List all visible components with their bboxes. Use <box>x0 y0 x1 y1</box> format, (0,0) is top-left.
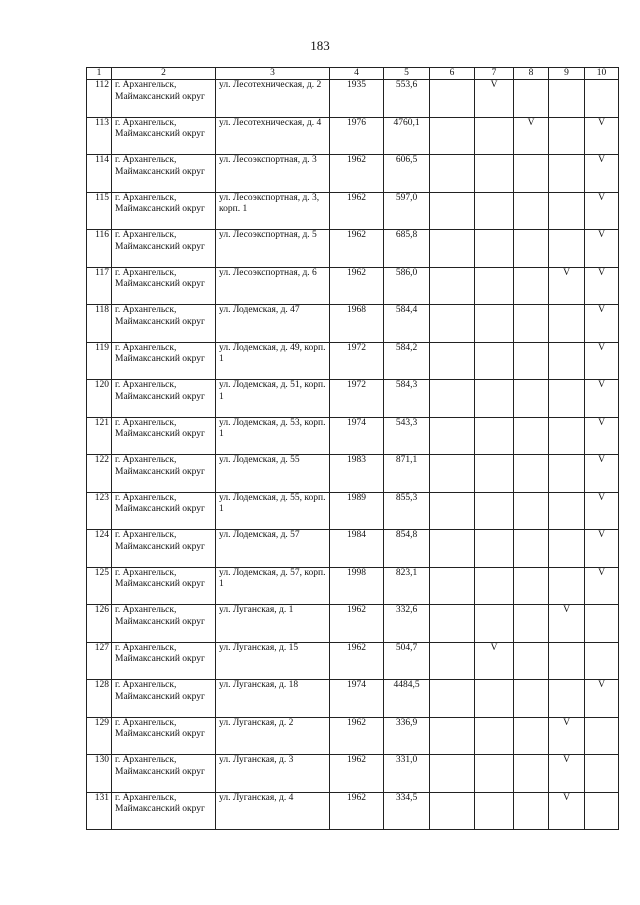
row-number-cell: 130 <box>87 755 112 793</box>
column-7-mark <box>475 605 514 643</box>
row-number-cell: 113 <box>87 117 112 155</box>
address-cell: ул. Лодемская, д. 57, корп. 1 <box>216 567 330 605</box>
year-cell: 1962 <box>330 755 384 793</box>
address-cell: ул. Лесоэкспортная, д. 5 <box>216 230 330 268</box>
year-cell: 1972 <box>330 380 384 418</box>
area-cell: 854,8 <box>384 530 430 568</box>
table-row <box>87 305 619 343</box>
area-cell: 332,6 <box>384 605 430 643</box>
column-9-mark <box>549 455 585 493</box>
year-cell: 1974 <box>330 417 384 455</box>
row-number-cell: 131 <box>87 792 112 830</box>
row-number-cell: 118 <box>87 305 112 343</box>
year-cell: 1935 <box>330 80 384 118</box>
column-7-mark <box>475 192 514 230</box>
column-10-mark <box>585 605 619 643</box>
address-cell: ул. Луганская, д. 2 <box>216 717 330 755</box>
column-6-mark <box>430 380 475 418</box>
year-cell: 1983 <box>330 455 384 493</box>
settlement-cell: г. Архангельск, Маймаксанский округ <box>112 192 216 230</box>
column-8-mark <box>514 642 549 680</box>
column-10-mark: V <box>585 305 619 343</box>
row-number-cell: 121 <box>87 417 112 455</box>
column-10-mark: V <box>585 567 619 605</box>
column-9-mark <box>549 80 585 118</box>
row-number-cell: 129 <box>87 717 112 755</box>
area-cell: 4484,5 <box>384 680 430 718</box>
column-8-mark <box>514 792 549 830</box>
address-cell: ул. Лодемская, д. 55, корп. 1 <box>216 492 330 530</box>
address-cell: ул. Лодемская, д. 53, корп. 1 <box>216 417 330 455</box>
settlement-cell: г. Архангельск, Маймаксанский округ <box>112 305 216 343</box>
column-header: 5 <box>384 68 430 80</box>
area-cell: 586,0 <box>384 267 430 305</box>
column-9-mark <box>549 680 585 718</box>
address-cell: ул. Лодемская, д. 57 <box>216 530 330 568</box>
area-cell: 331,0 <box>384 755 430 793</box>
row-number-cell: 112 <box>87 80 112 118</box>
column-8-mark <box>514 267 549 305</box>
table-row <box>87 230 619 268</box>
address-cell: ул. Луганская, д. 18 <box>216 680 330 718</box>
area-cell: 504,7 <box>384 642 430 680</box>
column-7-mark <box>475 117 514 155</box>
column-8-mark <box>514 192 549 230</box>
year-cell: 1984 <box>330 530 384 568</box>
year-cell: 1962 <box>330 155 384 193</box>
column-header: 8 <box>514 68 549 80</box>
row-number-cell: 116 <box>87 230 112 268</box>
column-7-mark <box>475 680 514 718</box>
year-cell: 1968 <box>330 305 384 343</box>
column-header: 7 <box>475 68 514 80</box>
table-row <box>87 530 619 568</box>
table-row <box>87 605 619 643</box>
address-cell: ул. Луганская, д. 1 <box>216 605 330 643</box>
year-cell: 1974 <box>330 680 384 718</box>
row-number-cell: 124 <box>87 530 112 568</box>
area-cell: 543,3 <box>384 417 430 455</box>
row-number-cell: 114 <box>87 155 112 193</box>
column-8-mark <box>514 680 549 718</box>
column-10-mark: V <box>585 492 619 530</box>
area-cell: 584,3 <box>384 380 430 418</box>
address-cell: ул. Лесоэкспортная, д. 6 <box>216 267 330 305</box>
area-cell: 606,5 <box>384 155 430 193</box>
settlement-cell: г. Архангельск, Маймаксанский округ <box>112 717 216 755</box>
column-9-mark <box>549 417 585 455</box>
column-8-mark <box>514 342 549 380</box>
settlement-cell: г. Архангельск, Маймаксанский округ <box>112 117 216 155</box>
column-number-row <box>87 68 619 80</box>
column-header: 6 <box>430 68 475 80</box>
address-cell: ул. Луганская, д. 3 <box>216 755 330 793</box>
column-9-mark <box>549 155 585 193</box>
row-number-cell: 115 <box>87 192 112 230</box>
year-cell: 1962 <box>330 230 384 268</box>
column-header: 4 <box>330 68 384 80</box>
area-cell: 855,3 <box>384 492 430 530</box>
address-cell: ул. Лодемская, д. 47 <box>216 305 330 343</box>
column-9-mark <box>549 530 585 568</box>
column-10-mark: V <box>585 380 619 418</box>
table-row <box>87 155 619 193</box>
column-7-mark <box>475 530 514 568</box>
column-7-mark <box>475 755 514 793</box>
column-8-mark <box>514 417 549 455</box>
row-number-cell: 123 <box>87 492 112 530</box>
column-10-mark: V <box>585 455 619 493</box>
address-cell: ул. Лесоэкспортная, д. 3, корп. 1 <box>216 192 330 230</box>
column-7-mark <box>475 230 514 268</box>
year-cell: 1972 <box>330 342 384 380</box>
column-6-mark <box>430 567 475 605</box>
year-cell: 1962 <box>330 717 384 755</box>
column-10-mark: V <box>585 267 619 305</box>
year-cell: 1962 <box>330 605 384 643</box>
year-cell: 1976 <box>330 117 384 155</box>
column-10-mark: V <box>585 192 619 230</box>
column-6-mark <box>430 530 475 568</box>
table-row <box>87 80 619 118</box>
settlement-cell: г. Архангельск, Маймаксанский округ <box>112 455 216 493</box>
table-row <box>87 267 619 305</box>
column-8-mark <box>514 492 549 530</box>
table-row <box>87 755 619 793</box>
housing-register-table <box>86 67 619 830</box>
year-cell: 1962 <box>330 192 384 230</box>
column-10-mark <box>585 755 619 793</box>
column-6-mark <box>430 755 475 793</box>
address-cell: ул. Лесотехническая, д. 2 <box>216 80 330 118</box>
column-8-mark <box>514 80 549 118</box>
settlement-cell: г. Архангельск, Маймаксанский округ <box>112 642 216 680</box>
column-10-mark: V <box>585 117 619 155</box>
column-6-mark <box>430 605 475 643</box>
column-8-mark <box>514 530 549 568</box>
column-9-mark: V <box>549 755 585 793</box>
column-7-mark <box>475 155 514 193</box>
settlement-cell: г. Архангельск, Маймаксанский округ <box>112 380 216 418</box>
column-10-mark: V <box>585 530 619 568</box>
column-7-mark <box>475 792 514 830</box>
column-header: 2 <box>112 68 216 80</box>
row-number-cell: 128 <box>87 680 112 718</box>
row-number-cell: 120 <box>87 380 112 418</box>
page-number: 183 <box>310 38 330 53</box>
column-6-mark <box>430 717 475 755</box>
column-7-mark <box>475 380 514 418</box>
row-number-cell: 125 <box>87 567 112 605</box>
column-6-mark <box>430 230 475 268</box>
column-9-mark: V <box>549 267 585 305</box>
area-cell: 823,1 <box>384 567 430 605</box>
column-10-mark: V <box>585 342 619 380</box>
table-row <box>87 792 619 830</box>
column-6-mark <box>430 155 475 193</box>
column-7-mark <box>475 492 514 530</box>
column-7-mark <box>475 267 514 305</box>
row-number-cell: 126 <box>87 605 112 643</box>
column-9-mark <box>549 342 585 380</box>
table-row <box>87 717 619 755</box>
year-cell: 1998 <box>330 567 384 605</box>
settlement-cell: г. Архангельск, Маймаксанский округ <box>112 530 216 568</box>
column-9-mark: V <box>549 792 585 830</box>
column-7-mark <box>475 305 514 343</box>
settlement-cell: г. Архангельск, Маймаксанский округ <box>112 792 216 830</box>
column-9-mark <box>549 567 585 605</box>
column-10-mark <box>585 717 619 755</box>
column-header: 9 <box>549 68 585 80</box>
column-9-mark <box>549 642 585 680</box>
settlement-cell: г. Архангельск, Маймаксанский округ <box>112 267 216 305</box>
area-cell: 584,4 <box>384 305 430 343</box>
column-7-mark <box>475 455 514 493</box>
area-cell: 336,9 <box>384 717 430 755</box>
table-row <box>87 680 619 718</box>
settlement-cell: г. Архангельск, Маймаксанский округ <box>112 492 216 530</box>
table-row <box>87 380 619 418</box>
area-cell: 597,0 <box>384 192 430 230</box>
column-6-mark <box>430 80 475 118</box>
row-number-cell: 117 <box>87 267 112 305</box>
column-6-mark <box>430 305 475 343</box>
settlement-cell: г. Архангельск, Маймаксанский округ <box>112 155 216 193</box>
column-6-mark <box>430 342 475 380</box>
column-8-mark <box>514 380 549 418</box>
column-9-mark <box>549 230 585 268</box>
area-cell: 4760,1 <box>384 117 430 155</box>
column-9-mark <box>549 492 585 530</box>
column-7-mark: V <box>475 642 514 680</box>
column-9-mark <box>549 305 585 343</box>
address-cell: ул. Луганская, д. 15 <box>216 642 330 680</box>
column-6-mark <box>430 267 475 305</box>
table-row <box>87 642 619 680</box>
column-6-mark <box>430 192 475 230</box>
area-cell: 553,6 <box>384 80 430 118</box>
column-9-mark <box>549 380 585 418</box>
column-10-mark <box>585 642 619 680</box>
column-8-mark <box>514 567 549 605</box>
column-10-mark: V <box>585 417 619 455</box>
table-row <box>87 417 619 455</box>
column-10-mark: V <box>585 155 619 193</box>
column-10-mark: V <box>585 230 619 268</box>
column-6-mark <box>430 680 475 718</box>
table-row <box>87 567 619 605</box>
settlement-cell: г. Архангельск, Маймаксанский округ <box>112 80 216 118</box>
area-cell: 685,8 <box>384 230 430 268</box>
column-7-mark <box>475 417 514 455</box>
column-8-mark <box>514 305 549 343</box>
column-9-mark <box>549 117 585 155</box>
row-number-cell: 122 <box>87 455 112 493</box>
column-7-mark <box>475 567 514 605</box>
year-cell: 1962 <box>330 267 384 305</box>
column-7-mark: V <box>475 80 514 118</box>
table-row <box>87 342 619 380</box>
table-row <box>87 117 619 155</box>
settlement-cell: г. Архангельск, Маймаксанский округ <box>112 342 216 380</box>
column-9-mark <box>549 192 585 230</box>
settlement-cell: г. Архангельск, Маймаксанский округ <box>112 680 216 718</box>
column-8-mark <box>514 155 549 193</box>
column-6-mark <box>430 792 475 830</box>
column-10-mark <box>585 792 619 830</box>
year-cell: 1962 <box>330 792 384 830</box>
column-8-mark: V <box>514 117 549 155</box>
column-6-mark <box>430 117 475 155</box>
address-cell: ул. Лодемская, д. 49, корп. 1 <box>216 342 330 380</box>
column-6-mark <box>430 492 475 530</box>
row-number-cell: 119 <box>87 342 112 380</box>
address-cell: ул. Луганская, д. 4 <box>216 792 330 830</box>
column-8-mark <box>514 605 549 643</box>
column-6-mark <box>430 642 475 680</box>
column-header: 10 <box>585 68 619 80</box>
area-cell: 584,2 <box>384 342 430 380</box>
table-row <box>87 192 619 230</box>
settlement-cell: г. Архангельск, Маймаксанский округ <box>112 230 216 268</box>
column-6-mark <box>430 417 475 455</box>
settlement-cell: г. Архангельск, Маймаксанский округ <box>112 417 216 455</box>
column-10-mark <box>585 80 619 118</box>
area-cell: 871,1 <box>384 455 430 493</box>
column-8-mark <box>514 455 549 493</box>
column-7-mark <box>475 717 514 755</box>
column-9-mark: V <box>549 605 585 643</box>
column-10-mark: V <box>585 680 619 718</box>
table-row <box>87 455 619 493</box>
address-cell: ул. Лодемская, д. 55 <box>216 455 330 493</box>
column-8-mark <box>514 717 549 755</box>
settlement-cell: г. Архангельск, Маймаксанский округ <box>112 755 216 793</box>
settlement-cell: г. Архангельск, Маймаксанский округ <box>112 605 216 643</box>
address-cell: ул. Лодемская, д. 51, корп. 1 <box>216 380 330 418</box>
address-cell: ул. Лесоэкспортная, д. 3 <box>216 155 330 193</box>
column-8-mark <box>514 230 549 268</box>
column-8-mark <box>514 755 549 793</box>
row-number-cell: 127 <box>87 642 112 680</box>
column-header: 3 <box>216 68 330 80</box>
settlement-cell: г. Архангельск, Маймаксанский округ <box>112 567 216 605</box>
year-cell: 1989 <box>330 492 384 530</box>
address-cell: ул. Лесотехническая, д. 4 <box>216 117 330 155</box>
column-6-mark <box>430 455 475 493</box>
year-cell: 1962 <box>330 642 384 680</box>
column-9-mark: V <box>549 717 585 755</box>
table-row <box>87 492 619 530</box>
area-cell: 334,5 <box>384 792 430 830</box>
column-7-mark <box>475 342 514 380</box>
column-header: 1 <box>87 68 112 80</box>
